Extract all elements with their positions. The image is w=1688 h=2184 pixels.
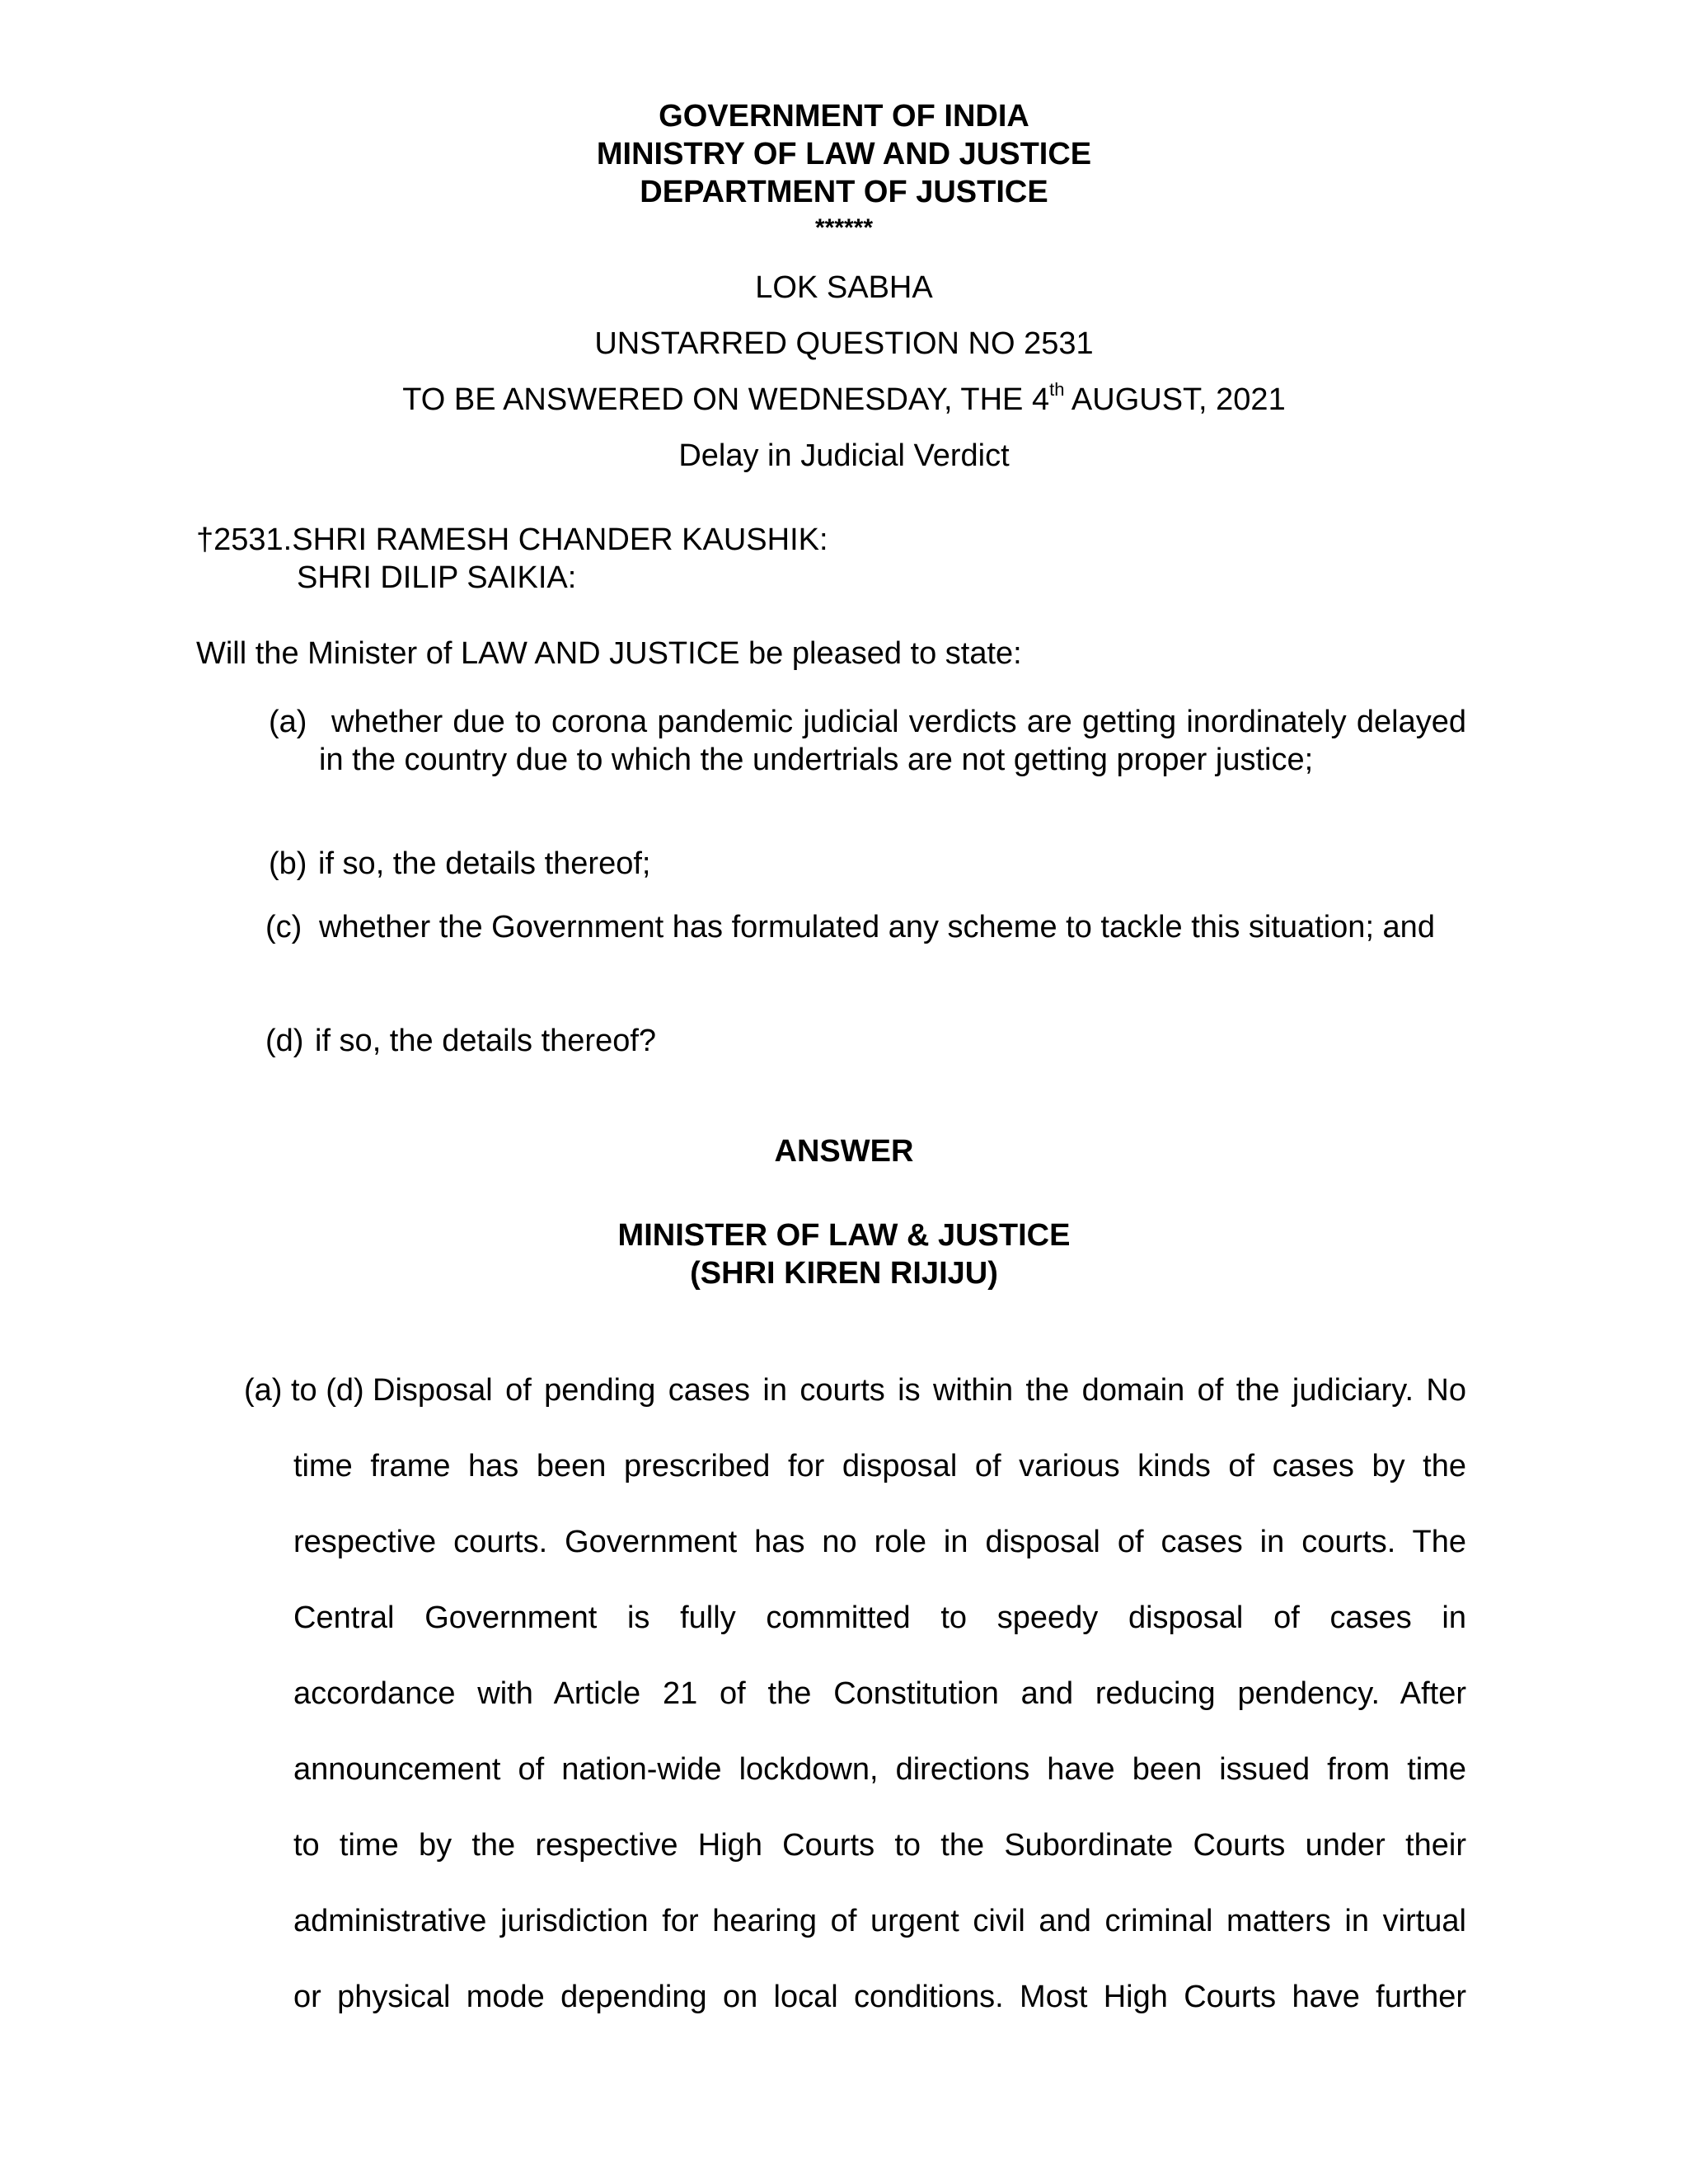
question-a-label: (a) <box>269 705 307 739</box>
answer-line: announcement of nation-wide lockdown, directions have been issued from time <box>293 1752 1466 1787</box>
header-ministry: MINISTRY OF LAW AND JUSTICE <box>596 137 1092 171</box>
question-number: UNSTARRED QUESTION NO 2531 <box>594 326 1094 361</box>
answer-date-suffix: AUGUST, 2021 <box>1064 382 1286 417</box>
answer-line: accordance with Article 21 of the Constitution and reducing pendency. After <box>293 1676 1466 1711</box>
minister-name: (SHRI KIREN RIJIJU) <box>690 1256 998 1291</box>
question-a-text: whether due to corona pandemic judicial verdicts are getting inordinately delayed in the country due to which the undertrials are not getting proper justice; <box>319 705 1466 777</box>
answer-line: respective courts. Government has no role in disposal of cases in courts. The <box>293 1525 1466 1559</box>
house-name: LOK SABHA <box>755 270 933 305</box>
question-intro: Will the Minister of LAW AND JUSTICE be pleased to state: <box>196 636 1022 671</box>
answer-line: to time by the respective High Courts to the Subordinate Courts under their <box>293 1828 1466 1863</box>
question-d-text: if so, the details thereof? <box>315 1024 657 1058</box>
question-subject: Delay in Judicial Verdict <box>678 438 1010 473</box>
question-b-text: if so, the details thereof; <box>318 846 651 881</box>
answer-date <box>0 379 1688 417</box>
answer-line: Disposal of pending cases in courts is within the domain of the judiciary. No <box>373 1373 1466 1408</box>
question-d-label: (d) <box>265 1024 304 1058</box>
header-department: DEPARTMENT OF JUSTICE <box>640 175 1048 209</box>
answer-date-prefix: TO BE ANSWERED ON WEDNESDAY, THE 4 <box>402 382 1050 417</box>
asker-secondary: SHRI DILIP SAIKIA: <box>297 560 577 595</box>
answer-label: (a) to (d) <box>244 1373 364 1408</box>
answer-heading: ANSWER <box>774 1134 914 1169</box>
question-c-label: (c) <box>265 910 302 944</box>
header-government: GOVERNMENT OF INDIA <box>659 99 1029 134</box>
minister-title: MINISTER OF LAW & JUSTICE <box>617 1218 1071 1253</box>
answer-line: administrative jurisdiction for hearing of urgent civil and criminal matters in virtual <box>293 1904 1466 1938</box>
header-stars: ****** <box>814 214 874 241</box>
answer-line: Central Government is fully committed to speedy disposal of cases in <box>293 1601 1466 1635</box>
answer-line: or physical mode depending on local conditions. Most High Courts have further <box>293 1980 1466 2014</box>
answer-date-sup: th <box>1049 379 1065 400</box>
question-b-label: (b) <box>269 846 307 881</box>
answer-line: time frame has been prescribed for disposal of various kinds of cases by the <box>293 1449 1466 1483</box>
asker-primary: †2531.SHRI RAMESH CHANDER KAUSHIK: <box>196 523 828 557</box>
question-c-text: whether the Government has formulated any scheme to tackle this situation; and <box>319 910 1435 944</box>
